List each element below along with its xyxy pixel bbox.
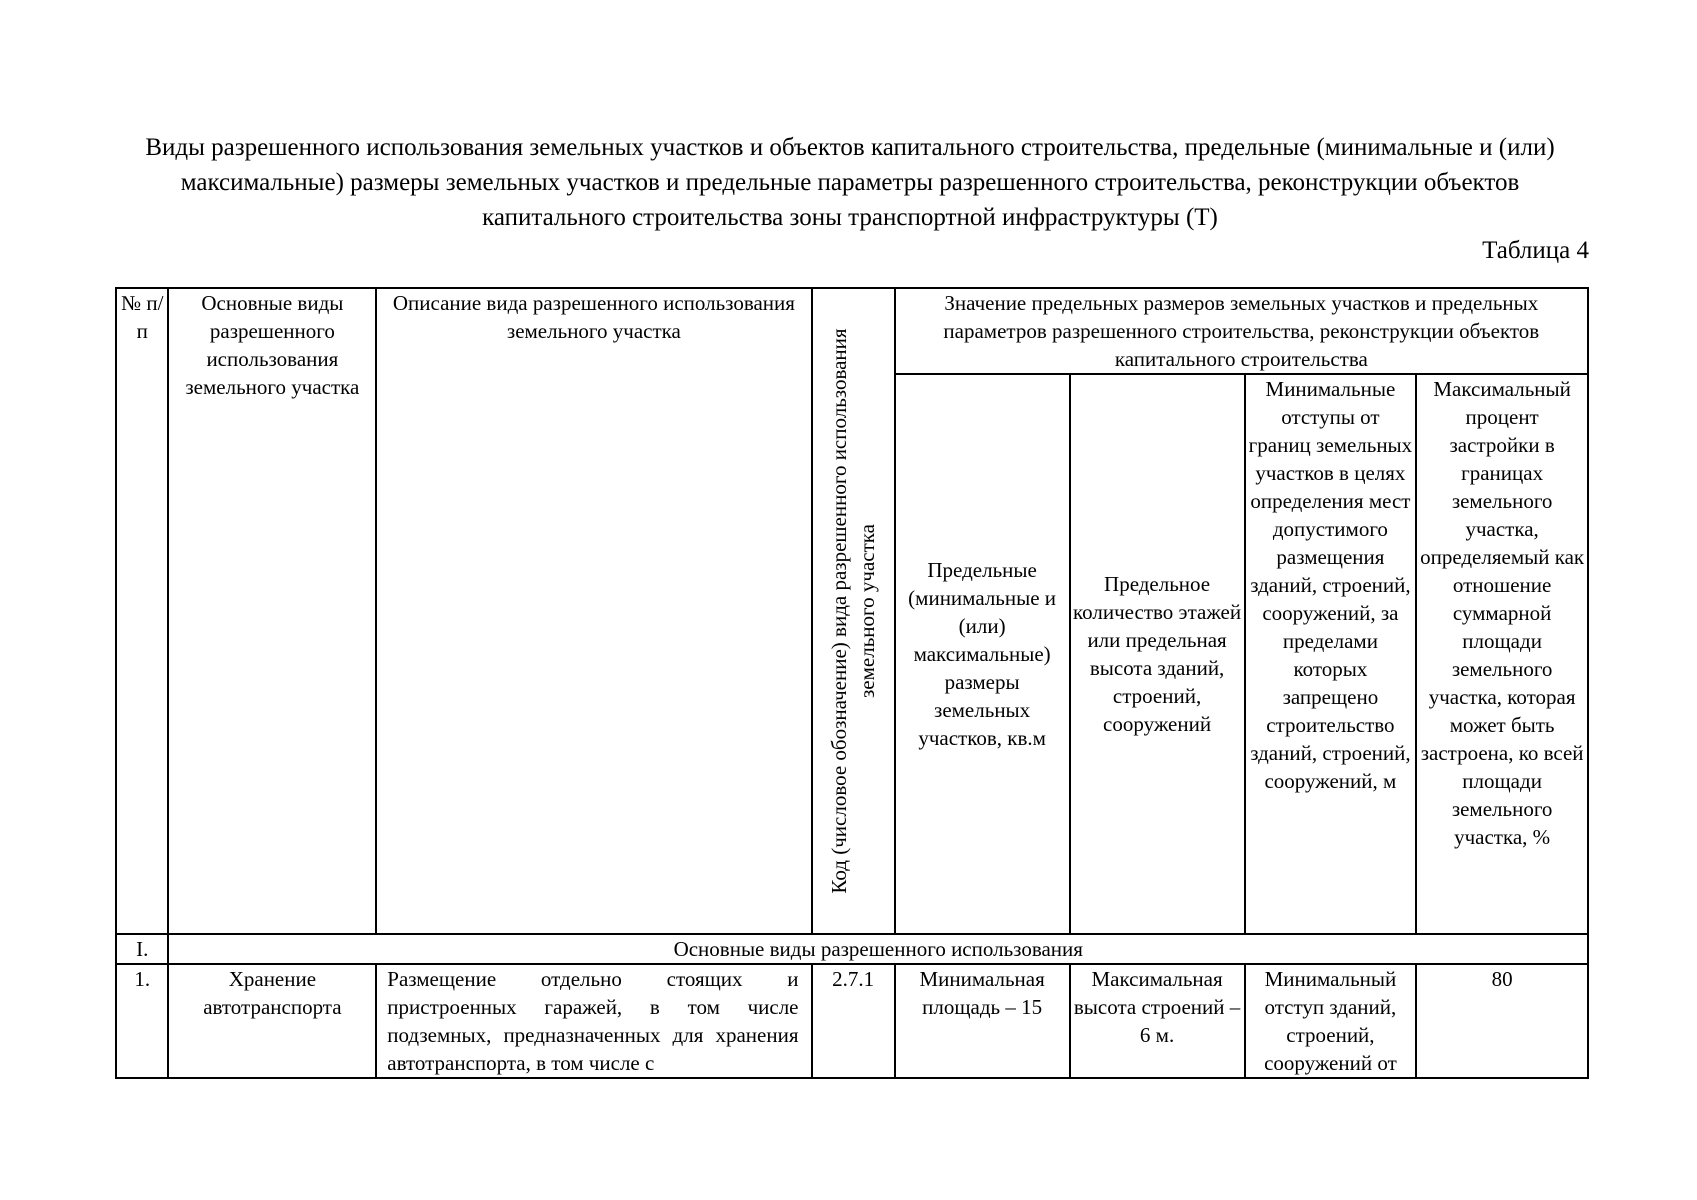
header-row-1 bbox=[116, 288, 1588, 374]
header-limits-group: Значение предельных размеров земельных участков и предельных параметров разрешенного строительства, реконструкции объектов капитального строительства bbox=[895, 288, 1588, 374]
section-num: I. bbox=[116, 934, 168, 964]
row-sizes: Минимальная площадь – 15 bbox=[895, 964, 1070, 1078]
row-kind: Хранение автотранспорта bbox=[168, 964, 376, 1078]
header-setbacks: Минимальные отступы от границ земельных участков в целях определения мест допустимого размещения зданий, строений, сооружений, за пределами которых запрещено строительство зданий, строений, сооружений, м bbox=[1245, 374, 1417, 934]
row-coverage: 80 bbox=[1416, 964, 1588, 1078]
header-sizes: Предельные (минимальные и (или) максимальные) размеры земельных участков, кв.м bbox=[895, 374, 1070, 934]
table-number: Таблица 4 bbox=[1482, 237, 1589, 264]
row-code: 2.7.1 bbox=[812, 964, 895, 1078]
header-code: Код (числовое обозначение) вида разрешенного использования земельного участка bbox=[827, 328, 880, 894]
document-title: Виды разрешенного использования земельных участков и объектов капитального строительства, предельные (минимальные и (или) максимальные) размеры земельных участков и предельные параметры разрешенного строительства, реконструкции объектов капитального строительства зоны транспортной инфраструктуры (Т) bbox=[145, 134, 1555, 231]
row-setbacks: Минимальный отступ зданий, строений, сооружений от bbox=[1245, 964, 1417, 1078]
section-row bbox=[116, 934, 1588, 964]
header-coverage: Максимальный процент застройки в границах земельного участка, определяемый как отношение суммарной площади земельного участка, которая может быть застроена, ко всей площади земельного участка, % bbox=[1416, 374, 1588, 934]
row-num: 1. bbox=[116, 964, 168, 1078]
header-code-cell bbox=[812, 288, 895, 934]
header-floors: Предельное количество этажей или предельная высота зданий, строений, сооружений bbox=[1070, 374, 1245, 934]
section-label: Основные виды разрешенного использования bbox=[168, 934, 1588, 964]
header-num: № п/п bbox=[116, 288, 168, 934]
header-kinds: Основные виды разрешенного использования земельного участка bbox=[168, 288, 376, 934]
header-description: Описание вида разрешенного использования земельного участка bbox=[376, 288, 811, 934]
land-use-table bbox=[115, 287, 1589, 1079]
row-floors: Максимальная высота строений – 6 м. bbox=[1070, 964, 1245, 1078]
row-description: Размещение отдельно стоящих и пристроенных гаражей, в том числе подземных, предназначенных для хранения автотранспорта, в том числе с bbox=[376, 964, 811, 1078]
table-row bbox=[116, 964, 1588, 1078]
